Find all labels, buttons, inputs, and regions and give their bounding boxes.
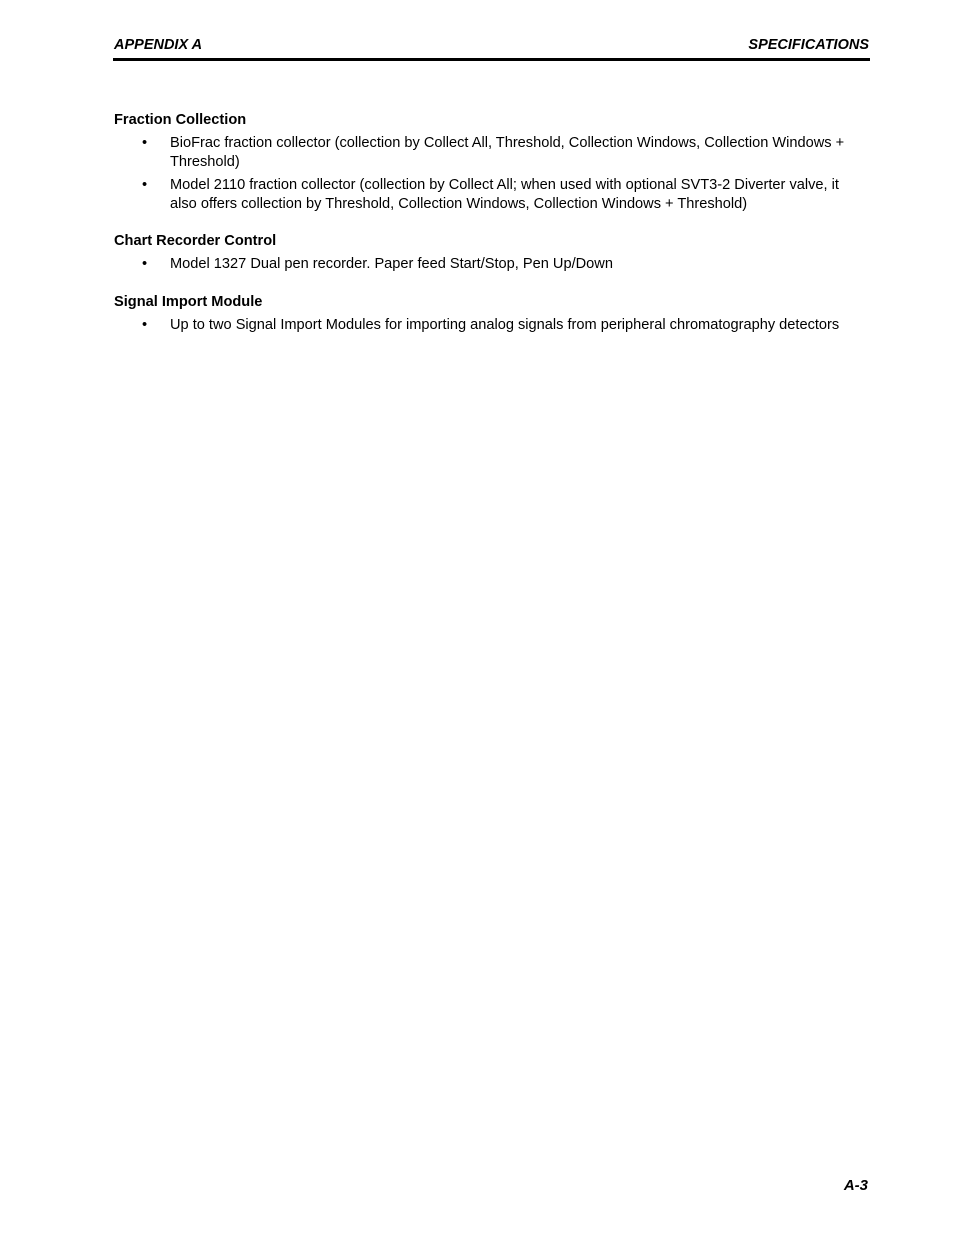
bullet-icon: • xyxy=(142,135,148,151)
header-appendix-label: APPENDIX A xyxy=(114,37,203,53)
list-item xyxy=(114,176,859,214)
section-chart-recorder-control xyxy=(114,232,859,278)
list-item-text: Model 2110 fraction collector (collection by Collect All; when used with optional SVT3-2 Diverter valve, it also offers collection by Threshold, Collection Windows, Collection Windows + Threshold) xyxy=(170,177,839,212)
bullet-icon: • xyxy=(142,177,148,193)
bullet-list xyxy=(114,255,859,274)
section-title: Signal Import Module xyxy=(114,294,263,310)
list-item-text: Model 1327 Dual pen recorder. Paper feed Start/Stop, Pen Up/Down xyxy=(170,256,613,272)
bullet-icon: • xyxy=(142,317,148,333)
bullet-icon: • xyxy=(142,256,148,272)
list-item-text: Up to two Signal Import Modules for importing analog signals from peripheral chromatography detectors xyxy=(170,317,840,333)
section-title: Fraction Collection xyxy=(114,112,247,128)
list-item xyxy=(114,316,859,335)
section-title: Chart Recorder Control xyxy=(114,233,277,249)
list-item xyxy=(114,255,859,274)
page-header xyxy=(113,36,870,61)
bullet-list xyxy=(114,316,859,335)
list-item-text: BioFrac fraction collector (collection by Collect All, Threshold, Collection Windows, Collection Windows + Threshold) xyxy=(170,135,845,170)
section-signal-import-module xyxy=(114,293,859,339)
bullet-list xyxy=(114,134,859,214)
list-item xyxy=(114,134,859,172)
header-section-label: SPECIFICATIONS xyxy=(748,37,869,53)
section-fraction-collection xyxy=(114,111,859,218)
page-number: A-3 xyxy=(843,1177,868,1194)
